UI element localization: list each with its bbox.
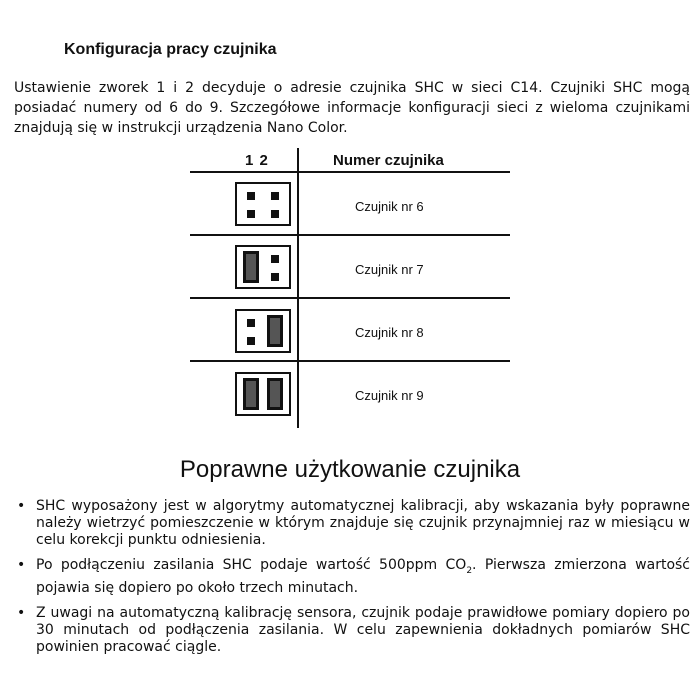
jumper-pin-icon <box>247 319 255 327</box>
config-heading: Konfiguracja pracy czujnika <box>64 41 277 58</box>
table-vertical-divider <box>297 148 299 428</box>
bullet-text-part: . Pierwsza zmierzona wartość pojawia się dopiero po około trzech minutach. <box>36 557 690 596</box>
jumper-table <box>190 148 510 428</box>
bullet-text: Z uwagi na automatyczną kalibrację sensora, czujnik podaje prawidłowe pomiary dopiero po 30 minutach od podłączenia zasilania. W celu zapewnienia dokładnych pomiarów SHC powinien pracować ciągle. <box>36 604 690 655</box>
jumper-pin-icon <box>247 210 255 218</box>
jumper-block-row-4 <box>235 372 291 416</box>
jumper-pin-icon <box>271 210 279 218</box>
usage-section-title: Poprawne użytkowanie czujnika <box>179 456 521 483</box>
jumper-pin-icon <box>247 192 255 200</box>
jumper-block-row-2 <box>235 245 291 289</box>
table-header-divider <box>190 171 510 173</box>
sensor-number-column-header: Numer czujnika <box>333 152 444 169</box>
config-intro-text: Ustawienie zworek 1 i 2 decyduje o adresie czujnika SHC w sieci C14. Czujniki SHC mogą posiadać numery od 6 do 9. Szczegółowe informacje konfiguracji sieci z wieloma czujnikami znajdują się w instrukcji urządzenia Nano Color. <box>14 80 690 136</box>
bullet-icon: • <box>17 557 26 573</box>
sensor-label-row-1: Czujnik nr 6 <box>355 199 424 214</box>
bullet-text: SHC wyposażony jest w algorytmy automatycznej kalibracji, aby wskazania były poprawne należy wietrzyć pomieszczenie w którym znajduje się czujnik przynajmniej raz w miesiącu w celu korekcji punktu odniesienia. <box>36 498 690 548</box>
sensor-label-row-2: Czujnik nr 7 <box>355 262 424 277</box>
jumper-block-row-3 <box>235 309 291 353</box>
table-row-divider <box>190 297 510 299</box>
co2-subscript: 2 <box>466 565 473 576</box>
jumper-cap-icon <box>243 251 259 283</box>
bullet-text-part: Po podłączeniu zasilania SHC podaje wartość 500ppm CO <box>36 557 467 573</box>
usage-bullet-list <box>14 498 690 664</box>
jumper-pin-icon <box>271 273 279 281</box>
table-row-divider <box>190 234 510 236</box>
jumper-column-header: 1 2 <box>245 152 269 169</box>
jumper-pin-icon <box>271 192 279 200</box>
sensor-label-row-4: Czujnik nr 9 <box>355 388 424 403</box>
jumper-pin-icon <box>247 337 255 345</box>
jumper-block-row-1 <box>235 182 291 226</box>
jumper-cap-icon <box>267 315 283 347</box>
list-item <box>14 605 690 656</box>
sensor-label-row-3: Czujnik nr 8 <box>355 325 424 340</box>
list-item <box>14 557 690 597</box>
list-item <box>14 498 690 549</box>
bullet-icon: • <box>17 604 26 621</box>
jumper-cap-icon <box>243 378 259 410</box>
jumper-cap-icon <box>267 378 283 410</box>
jumper-pin-icon <box>271 255 279 263</box>
table-row-divider <box>190 360 510 362</box>
bullet-icon: • <box>17 498 26 514</box>
